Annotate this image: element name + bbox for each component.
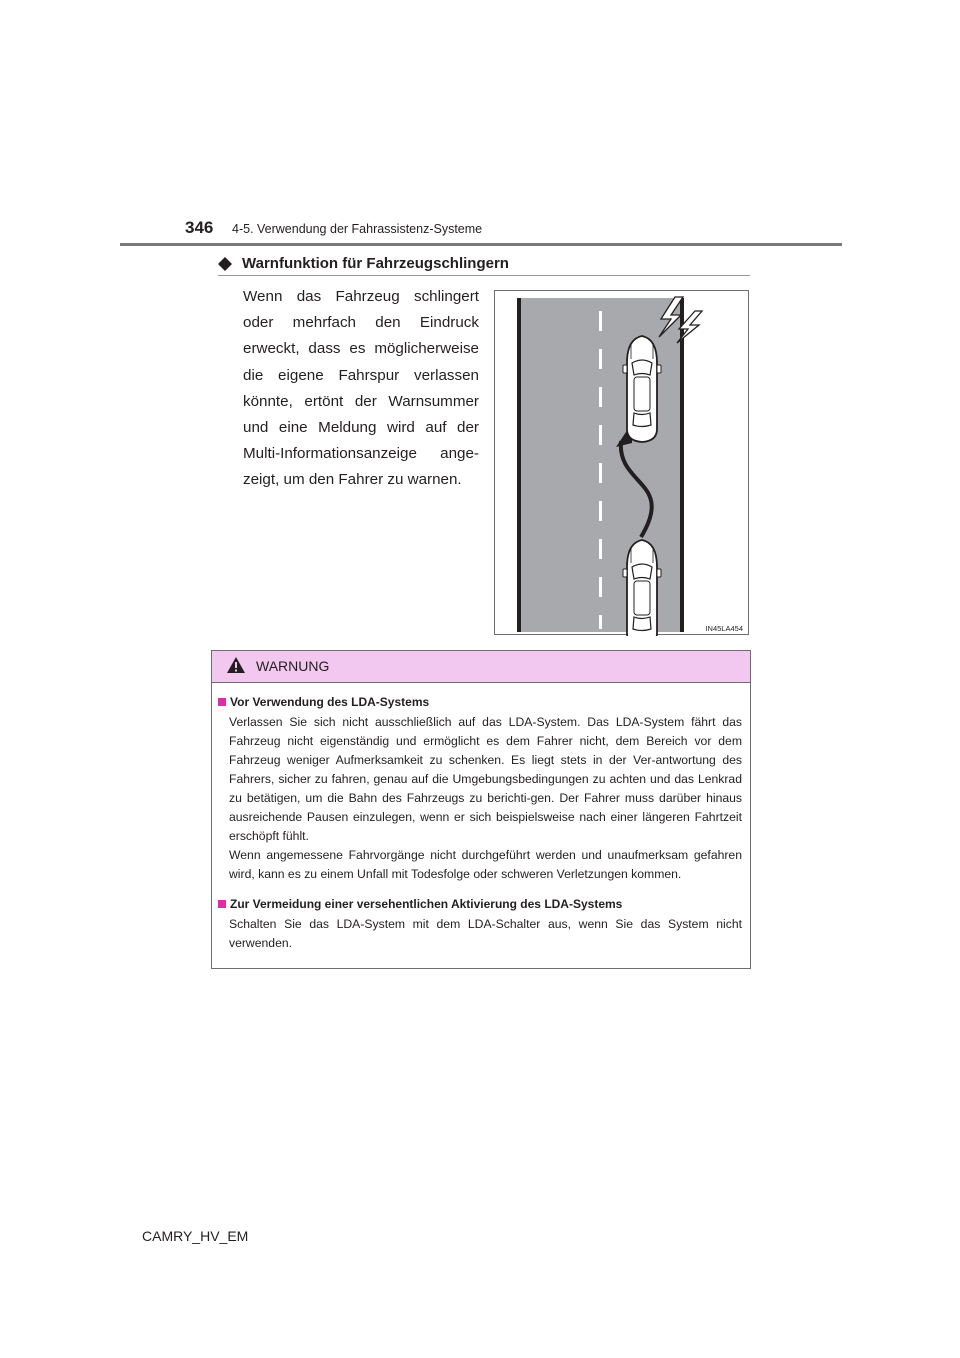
lane-sway-illustration: [494, 290, 749, 635]
car-front: [623, 336, 661, 442]
diamond-icon: [218, 257, 232, 271]
section-title: Warnfunktion für Fahrzeugschlingern: [242, 255, 509, 272]
warning-item-text-2: Wenn angemessene Fahrvorgänge nicht durchgeführt werden und unaufmerksam gefahren wird, kann es zu einem Unfall mit Todesfolge oder schweren Verletzungen kommen.: [229, 848, 742, 881]
figure-code: IN45LA454: [705, 624, 743, 633]
footer-model-code: CAMRY_HV_EM: [142, 1228, 249, 1244]
warning-item-text: Verlassen Sie sich nicht ausschließlich auf das LDA-System. Das LDA-System fährt das Fahrzeug nicht eigenständig und ermöglicht es dem Fahrer nicht, dem Bereich vor dem Fahrzeug weniger Aufmerksamkeit zu schenken. Es liegt stets in der Ver-antwortung des Fahrers, sicher zu fahren, genau auf die Umgebungsbedingungen zu achten und das Lenkrad zu betätigen, um die Bahn des Fahrzeugs zu berichti-gen. Der Fahrer muss darüber hinaus ausreichende Pausen einzulegen, wenn er sich beispielsweise nach einer längeren Fahrtzeit erschöpft fühlt.: [229, 715, 742, 843]
warning-triangle-icon: [226, 656, 246, 674]
bullet-square-icon: [218, 698, 226, 706]
warning-item-heading-text: Zur Vermeidung einer versehentlichen Aktivierung des LDA-Systems: [230, 897, 623, 911]
warning-item: [218, 897, 742, 953]
warning-title: WARNUNG: [256, 658, 330, 674]
header-divider: [120, 243, 842, 246]
center-dashed-line: [599, 311, 602, 629]
bullet-square-icon: [218, 900, 226, 908]
left-lane-line: [517, 298, 521, 632]
warning-item-heading: [218, 695, 742, 709]
warning-header: [212, 651, 750, 683]
right-lane-line: [680, 298, 684, 632]
warning-item-heading: [218, 897, 742, 911]
section-heading: [218, 255, 750, 276]
warning-box: [211, 650, 751, 969]
warning-item: [218, 695, 742, 884]
section-body-text: Wenn das Fahrzeug schlingert oder mehrfach den Eindruck erweckt, dass es möglicherweise die eigene Fahrspur verlassen könnte, ertönt der Warnsummer und eine Meldung wird auf der Multi-Informationsanzeige ange-zeigt, um den Fahrer zu warnen.: [243, 288, 479, 489]
warning-item-heading-text: Vor Verwendung des LDA-Systems: [230, 695, 430, 709]
chapter-title: 4-5. Verwendung der Fahrassistenz-Systeme: [232, 222, 483, 236]
road-diagram: [495, 291, 750, 636]
page-number: 346: [185, 218, 214, 237]
warning-item-text: Schalten Sie das LDA-System mit dem LDA-Schalter aus, wenn Sie das System nicht verwenden.: [229, 917, 742, 950]
car-rear: [623, 540, 661, 636]
